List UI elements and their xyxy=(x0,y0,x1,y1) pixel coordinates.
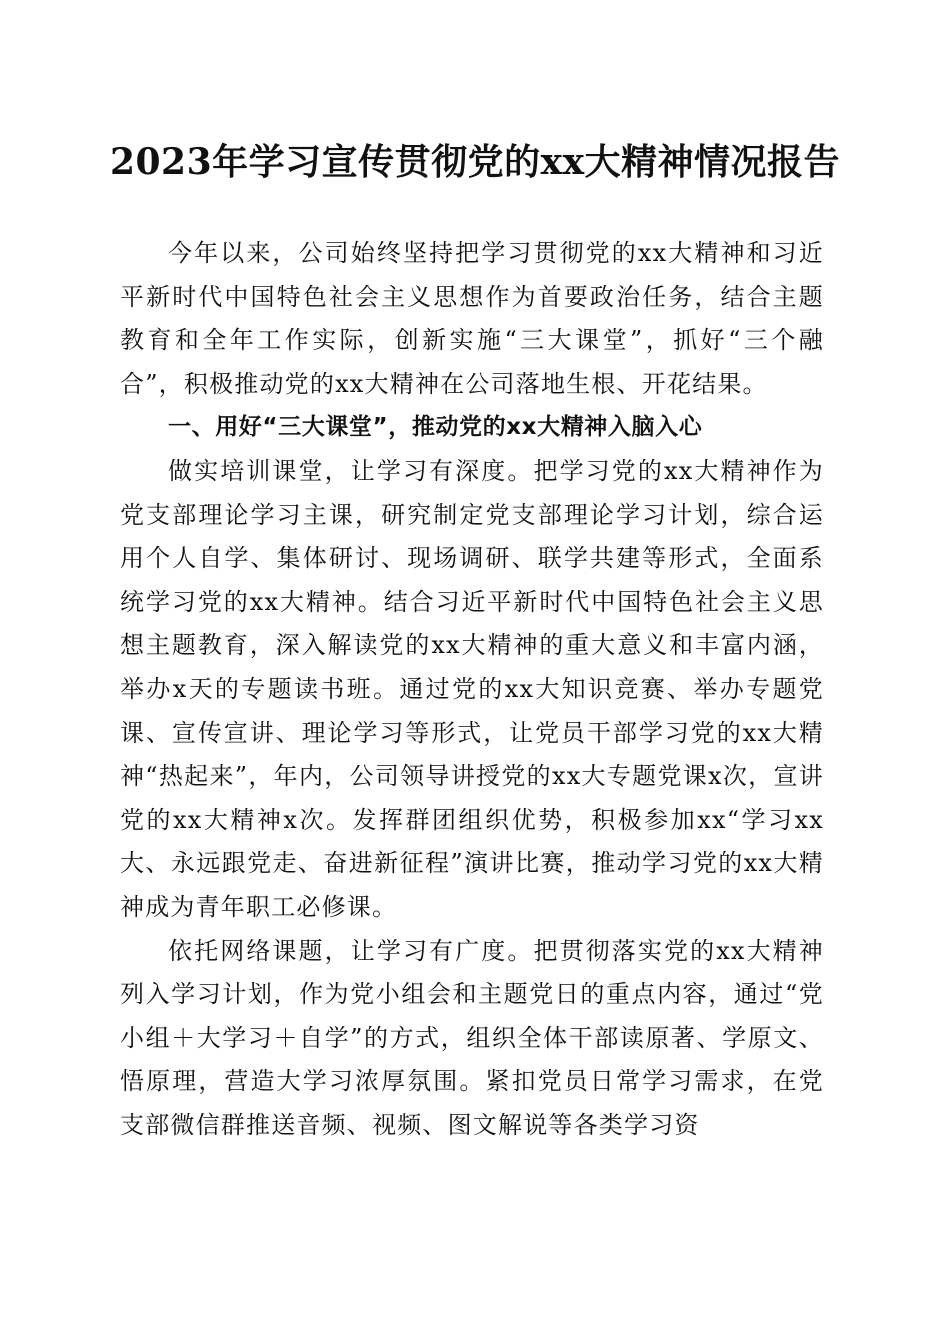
document-title: 2023年学习宣传贯彻党的xx大精神情况报告 xyxy=(109,141,841,183)
section1-paragraph-1: 做实培训课堂，让学习有深度。把学习党的xx大精神作为党支部理论学习主课，研究制定党支部理论学习计划，综合运用个人自学、集体研讨、现场调研、联学共建等形式，全面系统学习党的xx大精神。结合习近平新时代中国特色社会主义思想主题教育，深入解读党的xx大精神的重大意义和丰富内涵，举办x天的专题读书班。通过党的xx大知识竞赛、举办专题党课、宣传宣讲、理论学习等形式，让党员干部学习党的xx大精神“热起来”，年内，公司领导讲授党的xx大专题党课x次，宣讲党的xx大精神x次。发挥群团组织优势，积极参加xx“学习xx大、永远跟党走、奋进新征程”演讲比赛，推动学习党的xx大精神成为青年职工必修课。 xyxy=(120,456,824,921)
document-body xyxy=(120,232,824,1147)
section-heading-1: 一、用好“三大课堂”，推动党的xx大精神入脑入心 xyxy=(168,414,703,441)
section1-paragraph-2: 依托网络课题，让学习有广度。把贯彻落实党的xx大精神列入学习计划，作为党小组会和主题党日的重点内容，通过“党小组＋大学习＋自学”的方式，组织全体干部读原著、学原文、悟原理，营造大学习浓厚氛围。紧扣党员日常学习需求，在党支部微信群推送音频、视频、图文解说等各类学习资 xyxy=(120,936,824,1139)
intro-paragraph: 今年以来，公司始终坚持把学习贯彻党的xx大精神和习近平新时代中国特色社会主义思想作为首要政治任务，结合主题教育和全年工作实际，创新实施“三大课堂”，抓好“三个融合”，积极推动党的xx大精神在公司落地生根、开花结果。 xyxy=(120,239,824,398)
